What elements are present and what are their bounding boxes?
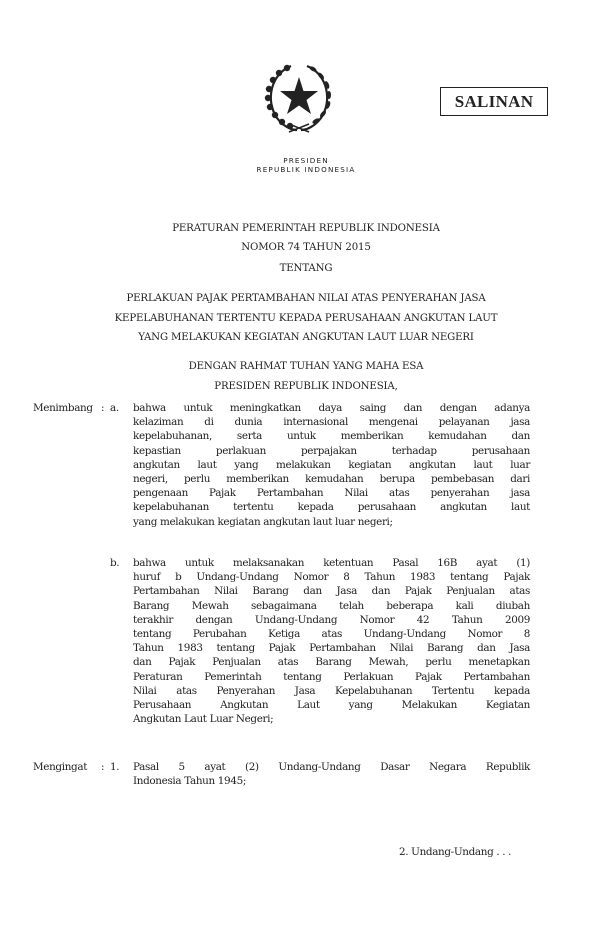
subject-line: YANG MELAKUKAN KEGIATAN ANGKUTAN LAUT LUAR NEGERI [138, 332, 474, 343]
regulation-number: NOMOR 74 TAHUN 2015 [241, 242, 371, 253]
subject-line: KEPELABUHANAN TERTENTU KEPADA PERUSAHAAN ANGKUTAN LAUT [114, 313, 498, 324]
paragraph-line: kepastian perlakuan perpajakan terhadap perusahaan [133, 444, 530, 457]
mengingat-colon: : [101, 761, 105, 773]
mengingat-item-1 [133, 760, 530, 788]
paragraph-line: Indonesia Tahun 1945; [133, 775, 246, 788]
subject-line: PERLAKUAN PAJAK PERTAMBAHAN NILAI ATAS PENYERAHAN JASA [126, 293, 486, 304]
rahmat-heading: DENGAN RAHMAT TUHAN YANG MAHA ESA [188, 361, 424, 372]
paragraph-line: negeri, perlu memberikan kemudahan berupa pembebasan dari [133, 472, 530, 485]
paragraph-line: bahwa untuk melaksanakan ketentuan Pasal 16B ayat (1) [133, 557, 530, 569]
paragraph-line: kelaziman di dunia internasional mengenai pelayanan jasa [133, 416, 530, 429]
paragraph-line: Peraturan Pemerintah tentang Perlakuan Pajak Pertambahan [133, 670, 530, 683]
paragraph-line: terakhir dengan Undang-Undang Nomor 42 Tahun 2009 [133, 613, 530, 626]
paragraph-line: huruf b Undang-Undang Nomor 8 Tahun 1983 tentang Pajak [133, 571, 530, 584]
president-heading: PRESIDEN REPUBLIK INDONESIA, [214, 381, 398, 392]
paragraph-line: kepelabuhanan tertentu kepada perusahaan angkutan laut [133, 501, 530, 514]
paragraph-line: tentang Perubahan Ketiga atas Undang-Undang Nomor 8 [133, 627, 530, 640]
regulation-title: PERATURAN PEMERINTAH REPUBLIK INDONESIA [172, 223, 440, 234]
paragraph-line: Tahun 1983 tentang Pajak Pertambahan Nilai Barang dan Jasa [133, 642, 530, 655]
item-marker: b. [110, 557, 120, 569]
garuda-emblem-icon [261, 60, 337, 134]
paragraph-line: Pertambahan Nilai Barang dan Jasa dan Pajak Penjualan atas [133, 585, 530, 598]
emblem-caption-republic: REPUBLIK INDONESIA [256, 165, 356, 174]
paragraph-line: angkutan laut yang melakukan kegiatan angkutan laut luar [133, 458, 530, 471]
salinan-stamp: SALINAN [440, 87, 548, 116]
page-continuation: 2. Undang-Undang . . . [399, 846, 512, 858]
paragraph-line: bahwa untuk meningkatkan daya saing dan dengan adanya [133, 402, 530, 414]
tentang-heading: TENTANG [279, 263, 333, 274]
paragraph-line: dan Pajak Penjualan atas Barang Mewah, perlu menetapkan [133, 656, 530, 669]
paragraph-line: Barang Mewah sebagaimana telah beberapa kali diubah [133, 599, 530, 612]
paragraph-line: Nilai atas Penyerahan Jasa Kepelabuhanan Tertentu kepada [133, 684, 530, 697]
paragraph-line: kepelabuhanan, serta untuk memberikan kemudahan dan [133, 430, 530, 443]
menimbang-item-a [133, 401, 530, 529]
item-marker: a. [110, 402, 119, 414]
paragraph-line: Pasal 5 ayat (2) Undang-Undang Dasar Negara Republik [133, 761, 530, 773]
paragraph-line: pengenaan Pajak Pertambahan Nilai atas penyerahan jasa [133, 487, 530, 500]
paragraph-line: yang melakukan kegiatan angkutan laut luar negeri; [133, 515, 393, 528]
menimbang-label: Menimbang [33, 402, 93, 414]
menimbang-item-b [133, 556, 530, 726]
menimbang-colon: : [101, 402, 105, 414]
emblem-caption-president: PRESIDEN [283, 156, 329, 165]
mengingat-label: Mengingat [33, 761, 88, 773]
item-marker: 1. [110, 761, 120, 773]
paragraph-line: Angkutan Laut Luar Negeri; [133, 713, 274, 726]
paragraph-line: Perusahaan Angkutan Laut yang Melakukan Kegiatan [133, 698, 530, 711]
